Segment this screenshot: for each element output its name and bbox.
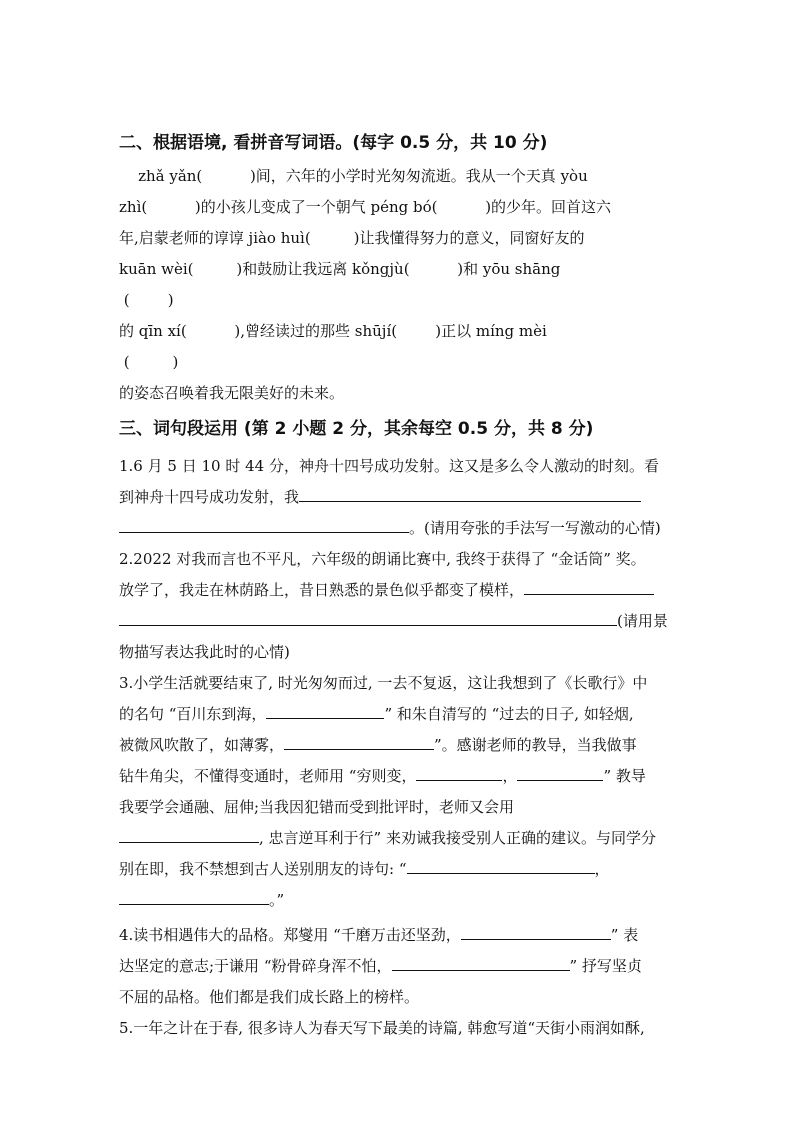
q3-text: ， bbox=[594, 860, 610, 878]
section-2-line: 的 qīn xí( ),曾经读过的那些 shūjí( )正以 míng mèi bbox=[119, 322, 547, 340]
answer-blank[interactable] bbox=[284, 735, 434, 750]
answer-blank[interactable] bbox=[517, 766, 603, 781]
answer-blank[interactable] bbox=[119, 828, 259, 843]
q1-line bbox=[119, 487, 641, 507]
q5-line: 5.一年之计在于春, 很多诗人为春天写下最美的诗篇, 韩愈写道“天街小雨润如酥, bbox=[119, 1019, 645, 1037]
answer-blank[interactable] bbox=[392, 956, 570, 971]
answer-blank[interactable] bbox=[119, 611, 617, 626]
q3-line bbox=[119, 704, 634, 724]
q3-text: ” 教导 bbox=[603, 767, 646, 785]
section-2-line: 年,启蒙老师的谆谆 jiào huì( )让我懂得努力的意义，同窗好友的 bbox=[119, 229, 585, 247]
q2-text: 放学了，我走在林荫路上，昔日熟悉的景色似乎都变了模样， bbox=[119, 581, 525, 599]
q3-line bbox=[119, 859, 610, 879]
q3-text: ” 和朱自清写的 “过去的日子, 如轻烟, bbox=[384, 705, 634, 723]
q2-line bbox=[119, 580, 654, 600]
q1-line: 1.6 月 5 日 10 时 44 分，神舟十四号成功发射。这又是多么令人激动的时刻。看 bbox=[119, 457, 659, 475]
q3-line: 3.小学生活就要结束了, 时光匆匆而过, 一去不复返，这让我想到了《长歌行》中 bbox=[119, 674, 648, 692]
q3-line bbox=[119, 735, 637, 755]
section-2-line: zhì( )的小孩儿变成了一个朝气 péng bó( )的少年。回首这六 bbox=[119, 198, 612, 216]
q1-line bbox=[119, 518, 661, 538]
section-2-line: kuān wèi( )和鼓励让我远离 kǒngjù( )和 yōu shāng bbox=[119, 260, 561, 278]
q3-line: 我要学会通融、屈伸;当我因犯错而受到批评时，老师又会用 bbox=[119, 798, 515, 816]
answer-blank[interactable] bbox=[461, 925, 611, 940]
q3-line bbox=[119, 890, 284, 910]
q3-text: 。” bbox=[269, 891, 285, 909]
q4-text: ” 抒写坚贞 bbox=[569, 957, 642, 975]
q3-text: ”。感谢老师的教导，当我做事 bbox=[434, 736, 637, 754]
q3-text: 钻牛角尖，不懂得变通时，老师用 “穷则变， bbox=[119, 767, 417, 785]
q4-line: 不屈的品格。他们都是我们成长路上的榜样。 bbox=[119, 988, 420, 1006]
answer-blank[interactable] bbox=[119, 890, 269, 905]
q3-text: ， bbox=[502, 767, 518, 785]
q3-text: 的名句 “百川东到海， bbox=[119, 705, 267, 723]
q4-text: 达坚定的意志;于谦用 “粉骨碎身浑不怕， bbox=[119, 957, 392, 975]
q3-text: 被微风吹散了，如薄雾， bbox=[119, 736, 285, 754]
answer-blank[interactable] bbox=[299, 487, 641, 502]
q1-text: 。(请用夸张的手法写一写激动的心情) bbox=[409, 519, 661, 537]
q2-line bbox=[119, 611, 668, 631]
section-3-heading: 三、词句段运用 (第 2 小题 2 分，其余每空 0.5 分，共 8 分) bbox=[119, 419, 594, 439]
q3-line bbox=[119, 766, 646, 786]
q3-text: , 忠言逆耳利于行” 来劝诫我接受别人正确的建议。与同学分 bbox=[259, 829, 656, 847]
answer-blank[interactable] bbox=[266, 704, 384, 719]
q4-text: ” 表 bbox=[610, 926, 639, 944]
q3-line bbox=[119, 828, 656, 848]
q3-text: 别在即，我不禁想到古人送别朋友的诗句: “ bbox=[119, 860, 407, 878]
answer-blank[interactable] bbox=[416, 766, 502, 781]
q2-line: 物描写表达我此时的心情) bbox=[119, 643, 290, 661]
answer-blank[interactable] bbox=[407, 859, 595, 874]
q2-line: 2.2022 对我而言也不平凡，六年级的朗诵比赛中, 我终于获得了 “金话筒” 奖。 bbox=[119, 550, 646, 568]
section-2-line: 的姿态召唤着我无限美好的未来。 bbox=[119, 384, 345, 402]
answer-blank[interactable] bbox=[119, 518, 409, 533]
q2-text: (请用景 bbox=[617, 612, 668, 630]
q4-line bbox=[119, 925, 638, 945]
q4-text: 4.读书相遇伟大的品格。郑燮用 “千磨万击还坚劲， bbox=[119, 926, 461, 944]
q1-text: 到神舟十四号成功发射，我 bbox=[119, 488, 300, 506]
section-2-line: ( ) bbox=[119, 291, 174, 309]
q4-line bbox=[119, 956, 642, 976]
section-2-line: ( ) bbox=[119, 353, 179, 371]
section-2-heading: 二、根据语境, 看拼音写词语。(每字 0.5 分，共 10 分) bbox=[119, 133, 548, 153]
section-2-line: zhǎ yǎn( )间，六年的小学时光匆匆流逝。我从一个天真 yòu bbox=[119, 167, 588, 185]
answer-blank[interactable] bbox=[524, 580, 654, 595]
